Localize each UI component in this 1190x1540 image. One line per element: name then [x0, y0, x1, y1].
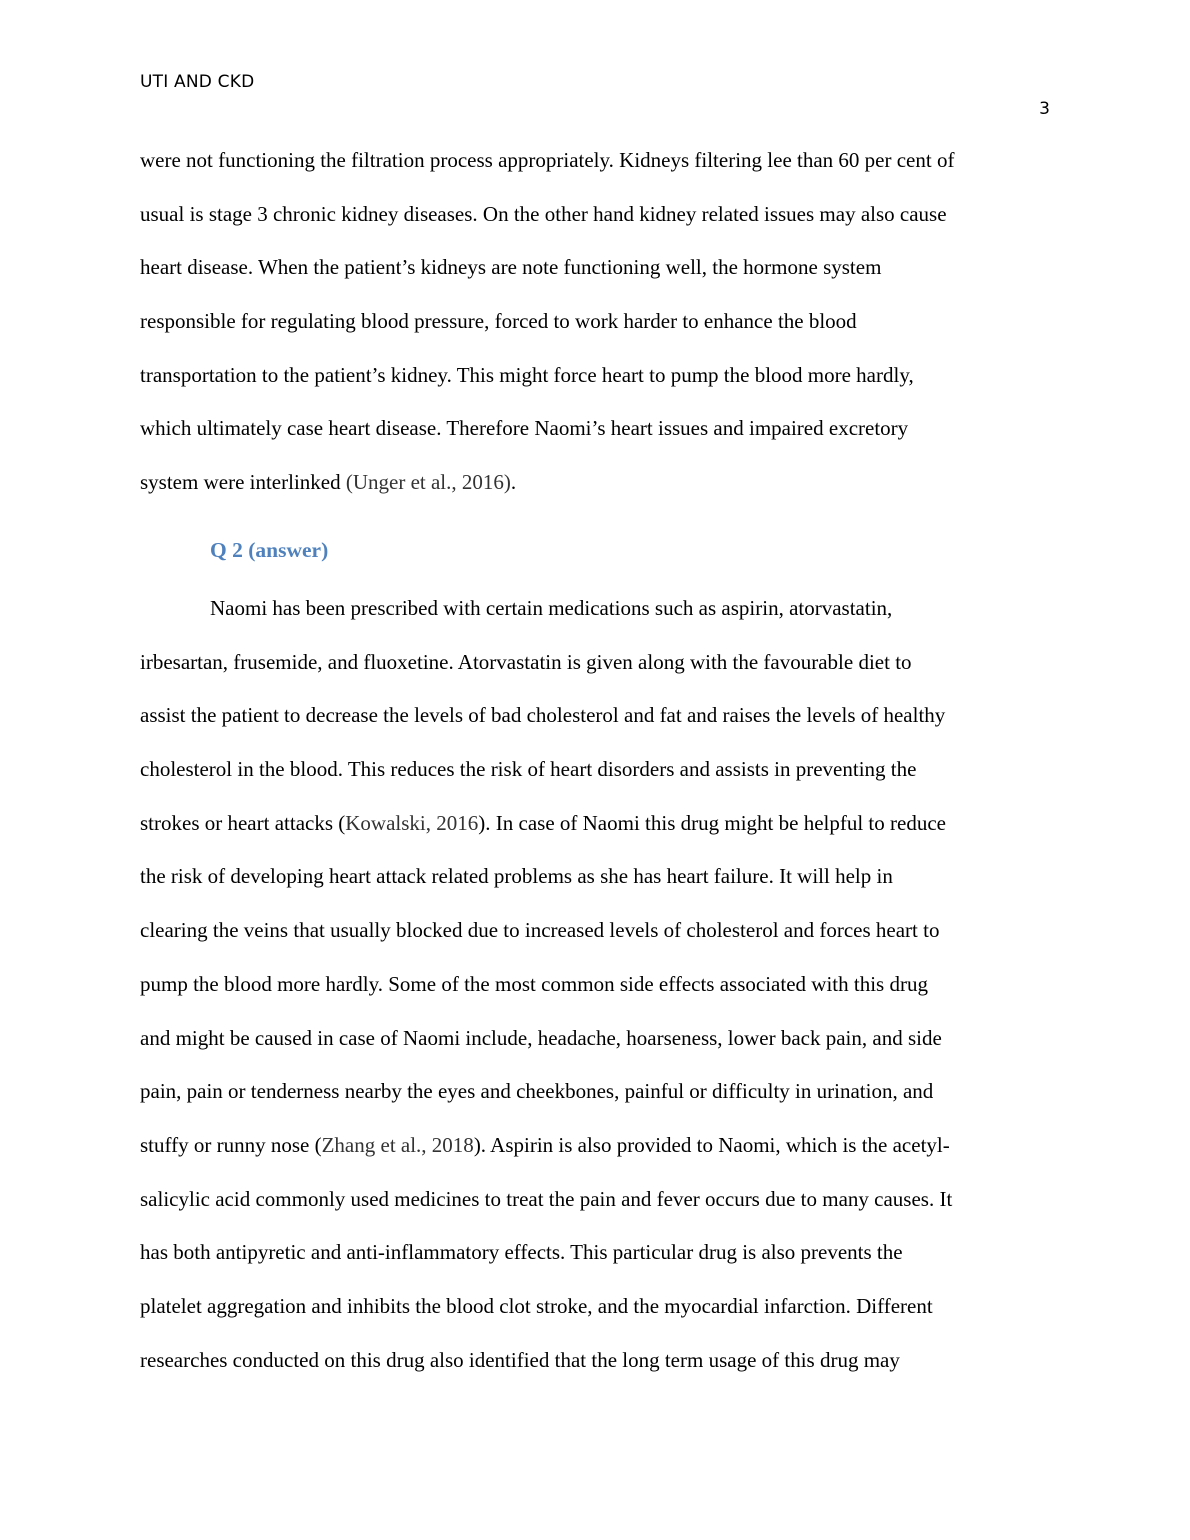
text-line: clearing the veins that usually blocked due to increased levels of cholesterol and forces heart to: [140, 918, 940, 943]
text-line: pump the blood more hardly. Some of the most common side effects associated with this drug: [140, 971, 928, 996]
text-line: which ultimately case heart disease. Therefore Naomi’s heart issues and impaired excretory: [140, 416, 909, 441]
page-number: 3: [1039, 99, 1050, 119]
text-segment: system were interlinked: [140, 470, 346, 495]
text-line: pain, pain or tenderness nearby the eyes and cheekbones, painful or difficulty in urination, and: [140, 1079, 934, 1104]
text-line: the risk of developing heart attack related problems as she has heart failure. It will help in: [140, 864, 893, 889]
text-line: assist the patient to decrease the levels of bad cholesterol and fat and raises the levels of healthy: [140, 703, 946, 728]
citation: Kowalski, 2016: [345, 810, 479, 835]
text-line: were not functioning the filtration process appropriately. Kidneys filtering lee than 60 per cent of: [140, 148, 955, 172]
text-line: irbesartan, frusemide, and fluoxetine. Atorvastatin is given along with the favourable diet to: [140, 649, 912, 674]
text-line: researches conducted on this drug also identified that the long term usage of this drug may: [140, 1347, 900, 1372]
text-line: [140, 456, 1055, 510]
section-heading: Q 2 (answer): [210, 538, 329, 562]
running-head: UTI AND CKD: [140, 72, 255, 92]
text-segment: ). In case of Naomi this drug might be helpful to reduce: [478, 810, 946, 835]
paragraph-kidney-heart-link: [140, 134, 1055, 510]
text-line: cholesterol in the blood. This reduces the risk of heart disorders and assists in preventing the: [140, 757, 917, 782]
text-line: responsible for regulating blood pressure, forced to work harder to enhance the blood: [140, 309, 857, 334]
text-segment: strokes or heart attacks (: [140, 810, 346, 835]
text-line: Naomi has been prescribed with certain medications such as aspirin, atorvastatin,: [210, 596, 893, 620]
paragraph-medications: [140, 582, 1055, 1387]
text-line: has both antipyretic and anti-inflammatory effects. This particular drug is also prevents the: [140, 1240, 903, 1265]
text-line: platelet aggregation and inhibits the blood clot stroke, and the myocardial infarction. Different: [140, 1293, 933, 1318]
citation: (Unger et al., 2016): [345, 470, 511, 495]
text-line: heart disease. When the patient’s kidneys are note functioning well, the hormone system: [140, 255, 882, 280]
text-line: and might be caused in case of Naomi include, headache, hoarseness, lower back pain, and side: [140, 1025, 942, 1050]
text-segment: .: [510, 470, 517, 495]
text-line: [140, 797, 1055, 851]
citation: Zhang et al., 2018: [321, 1132, 474, 1157]
text-segment: ). Aspirin is also provided to Naomi, which is the acetyl-: [473, 1132, 950, 1157]
text-line: salicylic acid commonly used medicines to treat the pain and fever occurs due to many causes. It: [140, 1186, 953, 1211]
text-segment: stuffy or runny nose (: [140, 1132, 322, 1157]
text-line: usual is stage 3 chronic kidney diseases. On the other hand kidney related issues may also cause: [140, 201, 947, 226]
text-line: [140, 1119, 1055, 1173]
text-line: transportation to the patient’s kidney. This might force heart to pump the blood more hardly,: [140, 362, 914, 387]
